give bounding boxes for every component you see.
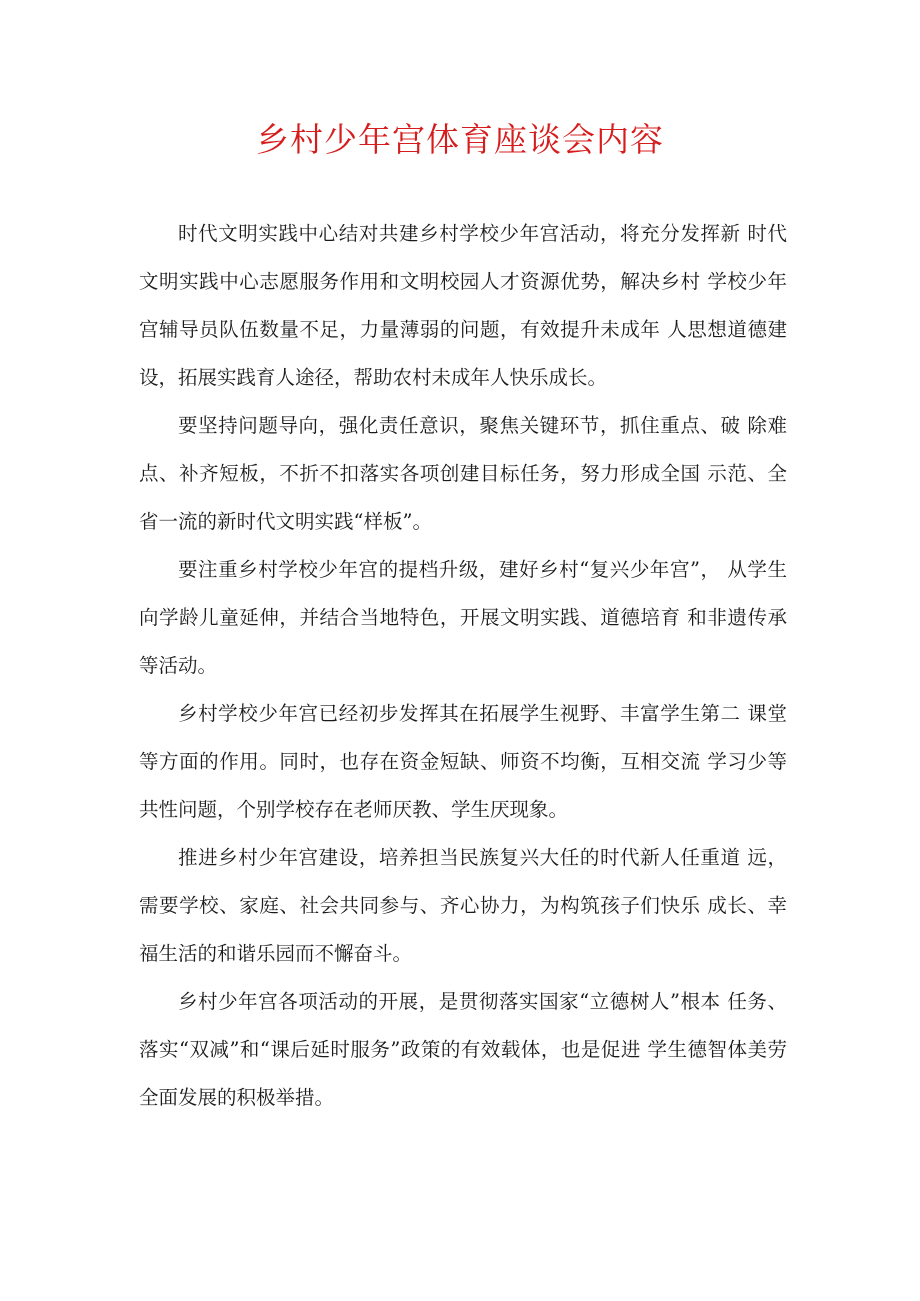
document-title: 乡村少年宫体育座谈会内容 — [256, 120, 664, 159]
paragraph-4: 乡村学校少年宫已经初步发挥其在拓展学生视野、丰富学生第二 课堂等方面的作用。同时，也存在资金短缺、师资不均衡，互相交流 学习少等共性问题，个别学校存在老师厌教、学生厌现象。 — [139, 702, 787, 821]
paragraph-5: 推进乡村少年宫建设，培养担当民族复兴大任的时代新人任重道 远，需要学校、家庭、社会共同参与、齐心协力，为构筑孩子们快乐 成长、幸福生活的和谐乐园而不懈奋斗。 — [139, 846, 787, 965]
paragraph-2: 要坚持问题导向，强化责任意识，聚焦关键环节，抓住重点、破 除难点、补齐短板，不折不扣落实各项创建目标任务，努力形成全国 示范、全省一流的新时代文明实践“样板”。 — [139, 414, 787, 533]
document-body — [139, 210, 787, 1122]
paragraph-6: 乡村少年宫各项活动的开展，是贯彻落实国家“立德树人”根本 任务、落实“双减”和“课后延时服务”政策的有效载体，也是促进 学生德智体美劳全面发展的积极举措。 — [139, 990, 787, 1109]
paragraph-3: 要注重乡村学校少年宫的提档升级，建好乡村“复兴少年宫”， 从学生向学龄儿童延伸，并结合当地特色，开展文明实践、道德培育 和非遗传承等活动。 — [139, 558, 787, 677]
paragraph-1: 时代文明实践中心结对共建乡村学校少年宫活动，将充分发挥新 时代文明实践中心志愿服务作用和文明校园人才资源优势，解决乡村 学校少年宫辅导员队伍数量不足，力量薄弱的问题，有效提升未成年 人思想道德建设，拓展实践育人途径，帮助农村未成年人快乐成长。 — [139, 222, 787, 389]
